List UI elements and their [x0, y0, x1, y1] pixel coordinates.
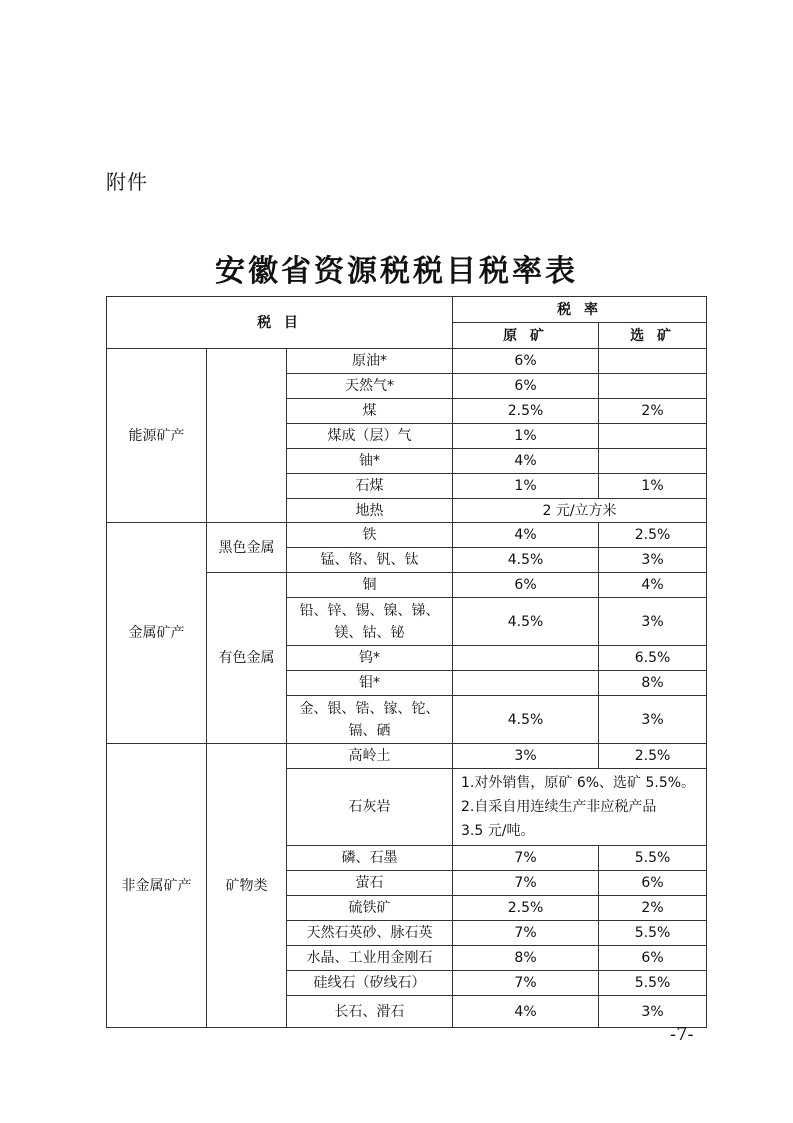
limestone-note [453, 769, 707, 846]
category-nonmetal: 非金属矿产 [107, 744, 207, 1028]
item-name: 煤 [287, 399, 453, 424]
item-name: 原油* [287, 349, 453, 374]
subcategory-energy-blank [207, 349, 287, 523]
raw-rate: 2.5% [453, 399, 599, 424]
header-raw-ore: 原 矿 [453, 323, 599, 349]
raw-rate: 4% [453, 996, 599, 1028]
processed-rate: 3% [599, 598, 707, 646]
item-name [287, 696, 453, 744]
raw-rate: 6% [453, 374, 599, 399]
item-name: 硫铁矿 [287, 896, 453, 921]
item-name: 钼* [287, 671, 453, 696]
item-name: 地热 [287, 499, 453, 523]
category-metal: 金属矿产 [107, 523, 207, 744]
item-name: 高岭土 [287, 744, 453, 769]
processed-rate [599, 424, 707, 449]
note-line: 1.对外销售，原矿 6%、选矿 5.5%。 [461, 775, 696, 791]
item-name: 天然石英砂、脉石英 [287, 921, 453, 946]
raw-rate: 4% [453, 449, 599, 474]
item-name: 天然气* [287, 374, 453, 399]
item-name: 铁 [287, 523, 453, 548]
processed-rate: 6.5% [599, 646, 707, 671]
note-line: 3.5 元/吨。 [461, 823, 535, 839]
raw-rate [453, 671, 599, 696]
raw-rate: 4.5% [453, 696, 599, 744]
processed-rate: 5.5% [599, 846, 707, 871]
processed-rate: 5.5% [599, 971, 707, 996]
subcategory-ferrous: 黑色金属 [207, 523, 287, 573]
document-title: 安徽省资源税税目税率表 [215, 254, 578, 289]
raw-rate: 3% [453, 744, 599, 769]
processed-rate [599, 349, 707, 374]
header-tax-rate: 税 率 [453, 297, 707, 323]
item-name: 石灰岩 [287, 769, 453, 846]
processed-rate: 2.5% [599, 523, 707, 548]
item-name-line: 镉、硒 [348, 722, 391, 739]
tax-rate-table [106, 296, 707, 1028]
item-name-line: 镁、钴、铋 [334, 624, 405, 641]
item-name: 萤石 [287, 871, 453, 896]
item-name: 钨* [287, 646, 453, 671]
processed-rate: 5.5% [599, 921, 707, 946]
raw-rate: 4% [453, 523, 599, 548]
item-name [287, 598, 453, 646]
subcategory-minerals: 矿物类 [207, 744, 287, 1028]
note-line: 2.自采自用连续生产非应税产品 [461, 799, 657, 815]
attachment-label: 附件 [106, 170, 148, 194]
item-name: 硅线石（矽线石） [287, 971, 453, 996]
raw-rate: 1% [453, 474, 599, 499]
raw-rate: 8% [453, 946, 599, 971]
raw-rate [453, 646, 599, 671]
category-energy: 能源矿产 [107, 349, 207, 523]
processed-rate: 8% [599, 671, 707, 696]
processed-rate [599, 449, 707, 474]
item-name: 铜 [287, 573, 453, 598]
raw-rate: 7% [453, 921, 599, 946]
processed-rate: 2% [599, 896, 707, 921]
combined-rate: 2 元/立方米 [453, 499, 707, 523]
item-name-line: 金、银、锆、镓、铊、 [299, 700, 440, 717]
raw-rate: 1% [453, 424, 599, 449]
processed-rate: 2% [599, 399, 707, 424]
item-name: 长石、滑石 [287, 996, 453, 1028]
subcategory-nonferrous: 有色金属 [207, 573, 287, 744]
item-name: 磷、石墨 [287, 846, 453, 871]
raw-rate: 6% [453, 573, 599, 598]
item-name-line: 铅、锌、锡、镍、锑、 [299, 602, 440, 619]
item-name: 铀* [287, 449, 453, 474]
processed-rate [599, 374, 707, 399]
item-name: 煤成（层）气 [287, 424, 453, 449]
processed-rate: 1% [599, 474, 707, 499]
item-name: 水晶、工业用金刚石 [287, 946, 453, 971]
raw-rate: 7% [453, 871, 599, 896]
page-number: -7- [670, 1024, 694, 1045]
raw-rate: 7% [453, 971, 599, 996]
raw-rate: 4.5% [453, 598, 599, 646]
raw-rate: 6% [453, 349, 599, 374]
raw-rate: 4.5% [453, 548, 599, 573]
item-name: 锰、铬、钒、钛 [287, 548, 453, 573]
raw-rate: 2.5% [453, 896, 599, 921]
header-processed-ore: 选 矿 [599, 323, 707, 349]
processed-rate: 3% [599, 996, 707, 1028]
raw-rate: 7% [453, 846, 599, 871]
processed-rate: 3% [599, 696, 707, 744]
processed-rate: 6% [599, 871, 707, 896]
item-name: 石煤 [287, 474, 453, 499]
processed-rate: 2.5% [599, 744, 707, 769]
processed-rate: 6% [599, 946, 707, 971]
header-tax-item: 税 目 [107, 297, 453, 349]
processed-rate: 3% [599, 548, 707, 573]
processed-rate: 4% [599, 573, 707, 598]
